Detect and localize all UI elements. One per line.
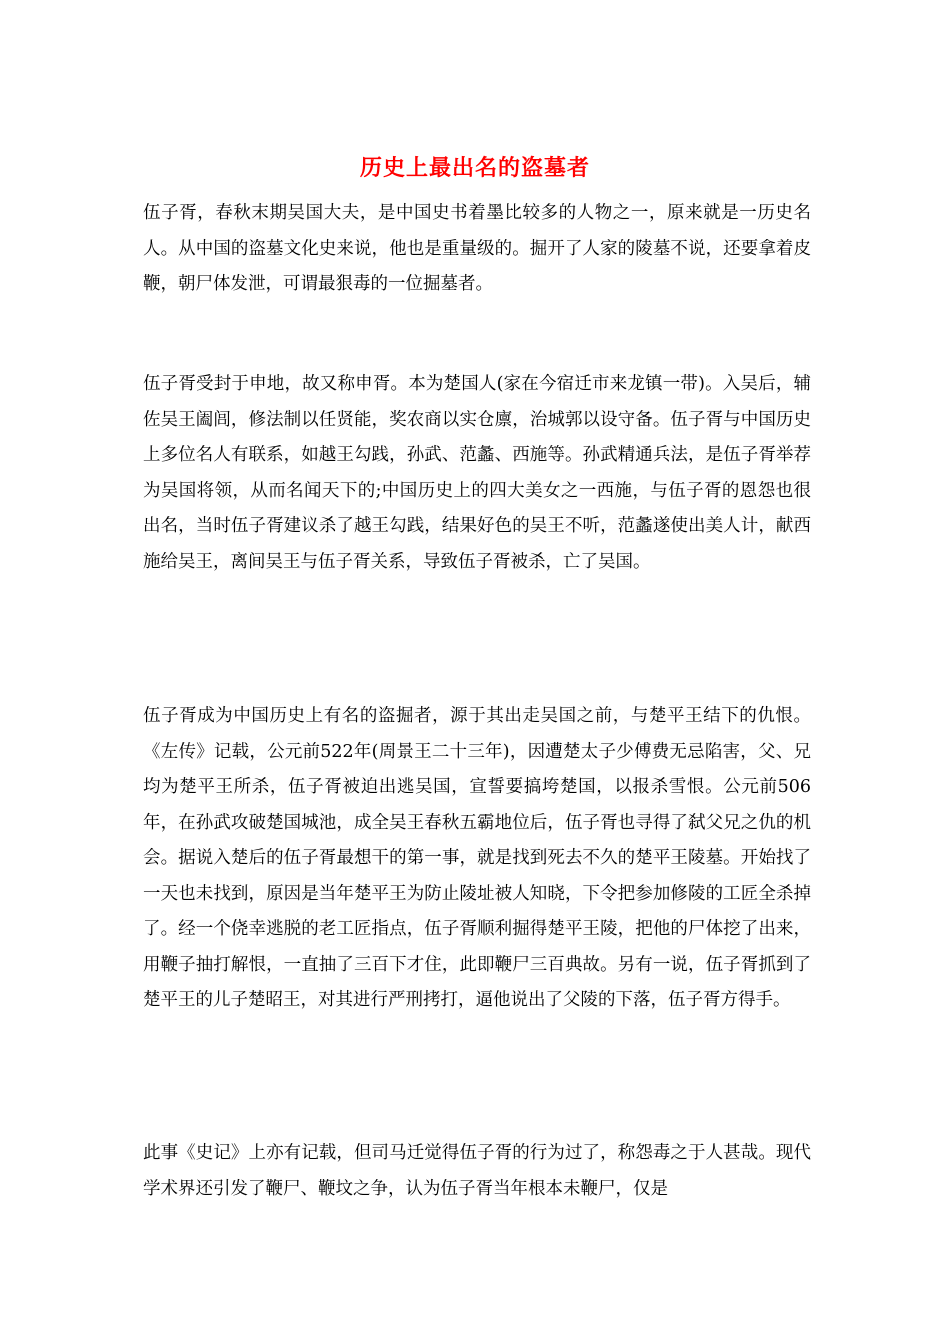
paragraph-2: 伍子胥受封于申地，故又称申胥。本为楚国人(家在今宿迁市来龙镇一带)。入吴后，辅佐吴王阖闾，修法制以任贤能，奖农商以实仓廪，治城郭以设守备。伍子胥与中国历史上多位名人有联系，如越王勾践，孙武、范蠡、西施等。孙武精通兵法，是伍子胥举荐为吴国将领，从而名闻天下的;中国历史上的四大美女之一西施，与伍子胥的恩怨也很出名，当时伍子胥建议杀了越王勾践，结果好色的吴王不听，范蠡遂使出美人计，献西施给吴王，离间吴王与伍子胥关系，导致伍子胥被杀，亡了吴国。 bbox=[143, 374, 811, 572]
paragraph-3: 伍子胥成为中国历史上有名的盗掘者，源于其出走吴国之前，与楚平王结下的仇恨。《左传》记载，公元前522年(周景王二十三年)，因遭楚太子少傅费无忌陷害，父、兄均为楚平王所杀，伍子胥被迫出逃吴国，宣誓要搞垮楚国，以报杀雪恨。公元前506年，在孙武攻破楚国城池，成全吴王春秋五霸地位后，伍子胥也寻得了弑父兄之仇的机会。据说入楚后的伍子胥最想干的第一事，就是找到死去不久的楚平王陵墓。开始找了一天也未找到，原因是当年楚平王为防止陵址被人知晓，下令把参加修陵的工匠全杀掉了。经一个侥幸逃脱的老工匠指点，伍子胥顺利掘得楚平王陵，把他的尸体挖了出来，用鞭子抽打解恨，一直抽了三百下才住，此即鞭尸三百典故。另有一说，伍子胥抓到了楚平王的儿子楚昭王，对其进行严刑拷打，逼他说出了父陵的下落，伍子胥方得手。 bbox=[143, 706, 811, 1010]
paragraph-1: 伍子胥，春秋末期吴国大夫，是中国史书着墨比较多的人物之一，原来就是一历史名人。从中国的盗墓文化史来说，他也是重量级的。掘开了人家的陵墓不说，还要拿着皮鞭，朝尸体发泄，可谓最狠毒的一位掘墓者。 bbox=[143, 203, 811, 294]
document-title: 历史上最出名的盗墓者 bbox=[359, 155, 590, 181]
paragraph-4: 此事《史记》上亦有记载，但司马迁觉得伍子胥的行为过了，称怨毒之于人甚哉。现代学术界还引发了鞭尸、鞭坟之争，认为伍子胥当年根本未鞭尸，仅是 bbox=[143, 1143, 811, 1199]
